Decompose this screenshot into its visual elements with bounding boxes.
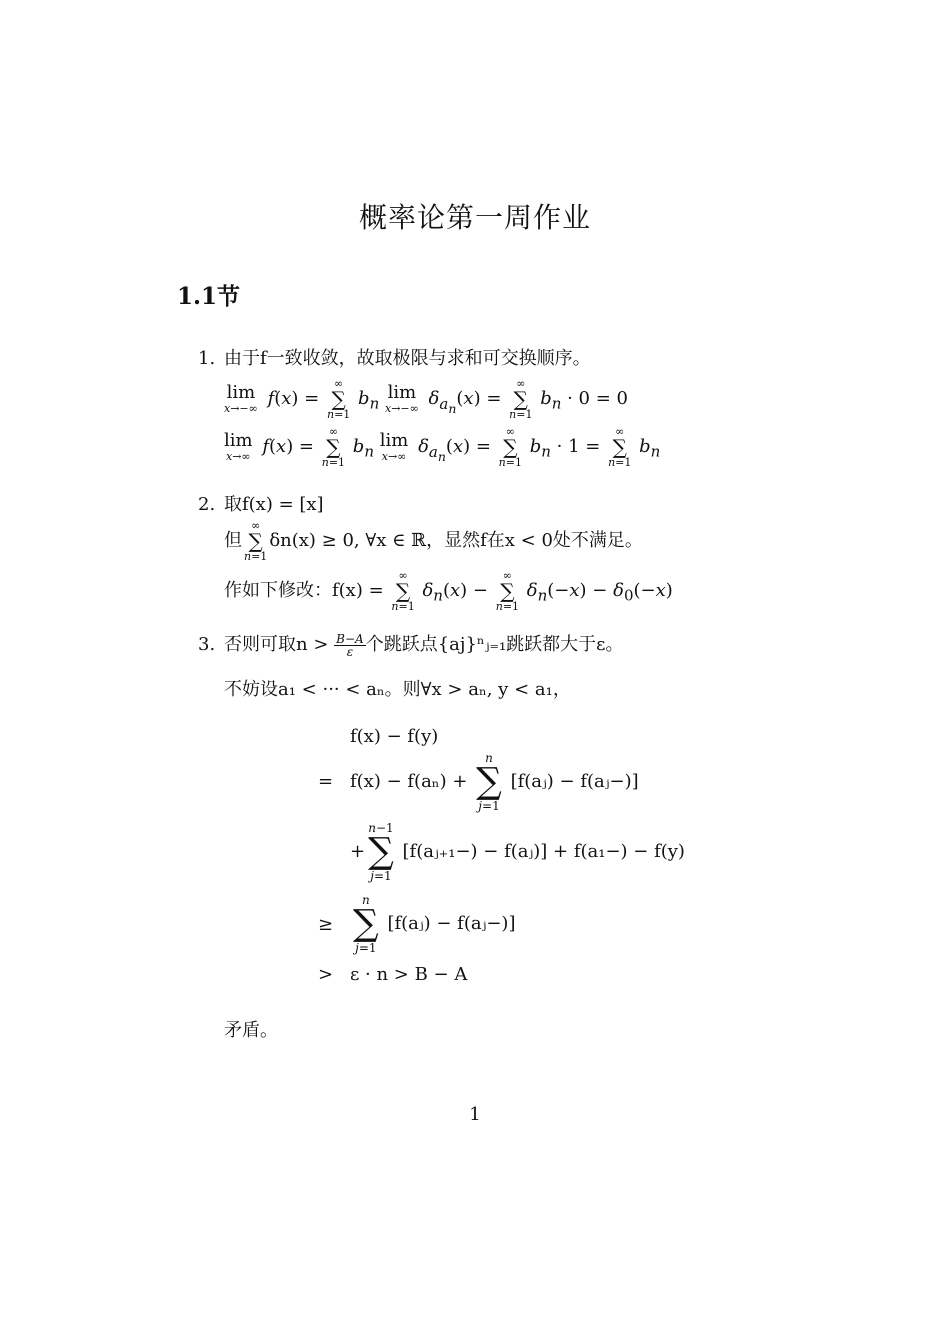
equation-limit-pos-inf: lim x→∞ f(x) = ∞ ∑ n=1 $b_n$ lim x→∞ $\delta_{a_n}(x)$ = ∞ ∑ n=1 $b_n \cdot 1$ = ∞ ∑ n=1 $b_n$ <box>224 425 661 469</box>
item-3 <box>198 630 624 658</box>
relation-equals: = <box>318 771 334 792</box>
item-number: 3. <box>198 634 216 655</box>
derivation-line-4: n ∑ j=1 [f(aⱼ) − f(aⱼ−)] <box>353 893 516 955</box>
derivation-line-5: ε · n > B − A <box>350 964 468 985</box>
fraction-b-minus-a-over-eps: $\frac{B-A}{\varepsilon}$ <box>336 631 364 659</box>
derivation-line-3: + n−1 ∑ j=1 [f(aⱼ₊₁−) − f(aⱼ)] + f(a₁−) − f(y) <box>350 821 685 883</box>
relation-geq: ≥ <box>318 914 334 935</box>
conclusion: 矛盾。 <box>224 1020 278 1041</box>
section-heading: 1.1节 <box>177 283 241 310</box>
item-2-line-3: 作如下修改：f(x) = ∞ ∑ n=1 $\delta_n(x)$ − ∞ ∑ n=1 $\delta_n(-x) - \delta_0(-x)$ <box>224 569 673 613</box>
item-text: 取f(x) = [x] <box>224 494 324 515</box>
derivation-line-2: f(x) − f(aₙ) + n ∑ j=1 [f(aⱼ) − f(aⱼ−)] <box>350 751 639 813</box>
item-number: 1. <box>198 348 216 369</box>
item-1 <box>198 344 591 370</box>
item-3-line-2: 不妨设a₁ < ··· < aₙ。则∀x > aₙ, y < a₁， <box>224 679 571 700</box>
page-title: 概率论第一周作业 <box>358 201 591 234</box>
item-2 <box>198 490 324 516</box>
equation-limit-neg-inf: lim x→−∞ f(x) = ∞ ∑ n=1 $b_n$ lim x→−∞ $\delta_{a_n}(x)$ = ∞ ∑ n=1 $b_n \cdot 0 = 0$ <box>224 377 628 421</box>
relation-gt: > <box>318 964 334 985</box>
item-3-tail: 个跳跃点{aj}ⁿⱼ₌₁跳跃都大于ε。 <box>365 634 624 655</box>
derivation-line-1: f(x) − f(y) <box>350 726 439 747</box>
item-text: 由于f一致收敛，故取极限与求和可交换顺序。 <box>224 348 591 369</box>
item-2-line-2: 但 ∞ ∑ n=1 δn(x) ≥ 0, ∀x ∈ ℝ，显然f在x < 0处不满足。 <box>224 519 643 563</box>
page-number: 1 <box>469 1104 481 1125</box>
item-number: 2. <box>198 494 216 515</box>
item-text: 否则可取n > <box>224 634 329 655</box>
